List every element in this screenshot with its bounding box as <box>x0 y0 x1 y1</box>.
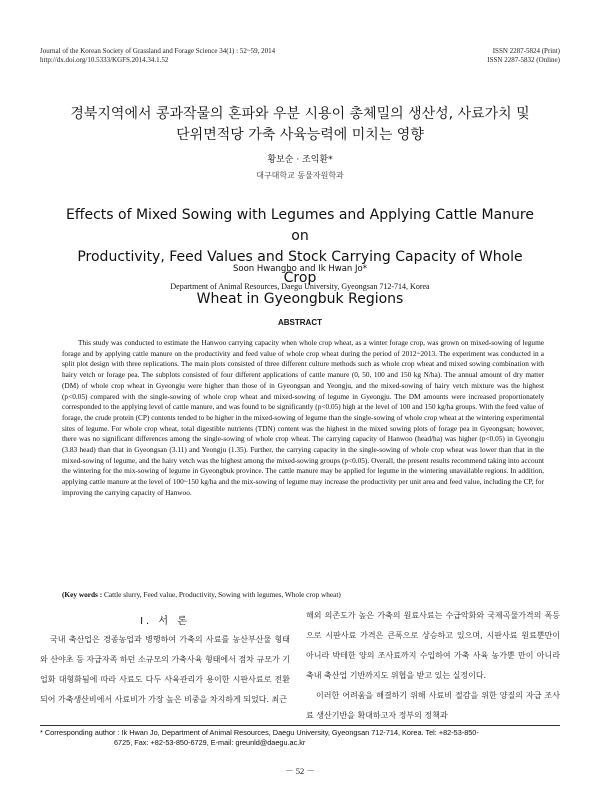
abstract-text: This study was conducted to estimate the Hanwoo carrying capacity when whole crop wheat, as a winter forage crop, was grown on mixed-sowing of legume forage and by applying cattle manure on the productivity and feed value of whole crop wheat during the period of 2012~2013. The experiment was conducted in a split plot design with three replications. The main plots consisted of three different culture methods such as whole crop wheat and mixed sowing combination with hairy vetch or forage pea. The subplots consisted of four different applications of cattle manure (0, 50, 100 and 150 kg N/ha). The annual amount of dry matter (DM) of whole crop wheat in Gyeongju were higher than those of in Gyeongsan and Yeongju, and the mixed-sowing of hairy vetch mixture was the highest (p<0.05) compared with the single-sowing of whole crop wheat and mixed-sowing of legume in Gyeongju. The DM amounts were increased proportionately corresponded to the applying level of cattle manure, and was found to be significantly (p<0.05) high at the level of 100 and 150 kg/ha groups. With the feed value of forage, the crude protein (CP) contents tended to be higher in the mixed-sowing of legume than the single-sowing of whole crop wheat at the wintering experimental sites of legume. For whole crop wheat, total digestible nutrients (TDN) content was the highest in the mixed sowing plots of forage pea in Gyeongsan; however, there was no significant differences among the single-sowing of whole crop wheat. The carrying capacity of Hanwoo (head/ha) was higher (p<0.05) in Gyeongju (3.83 head) than that in Gyeongsan (3.11) and Yeongju (1.35). Further, the carrying capacity in the single-sowing of whole crop wheat was lower than that in the mixed-sowing of legume, and the hairy vetch was the highest among the mixed-sowing groups (p<0.05). Overall, the present results recommend taking into account the wintering for the mix-sowing of legume in Gyeongbuk province. The cattle manure may be applied for legume in the wintering unavailable regions. In addition, applying cattle manure at the level of 100~150 kg/ha and the mix-sowing of legume may increase the productivity per unit area and feed value, including the CP, for improving the carrying capacity of Hanwoo. <box>62 338 544 497</box>
footnote-line: * Corresponding author : Ik Hwan Jo, Department of Animal Resources, Daegu University, Gyeongsan 712-714, Korea. Tel: +82-53-850- <box>40 728 479 737</box>
korean-title <box>40 104 560 146</box>
english-title <box>60 205 540 310</box>
page-number: － 52 － <box>285 766 315 776</box>
footnote-divider <box>40 725 560 726</box>
english-affiliation: Department of Animal Resources, Daegu University, Gyeongsan 712-714, Korea <box>170 282 430 291</box>
korean-authors: 황보순 · 조익환* <box>267 155 333 165</box>
footnote-line: 6725, Fax: +82-53-850-6729, E-mail: greunld@daegu.ac.kr <box>114 738 306 747</box>
journal-citation: Journal of the Korean Society of Grassland and Forage Science 34(1) : 52~59, 2014 <box>40 47 276 55</box>
english-authors: Soon Hwangbo and Ik Hwan Jo* <box>233 264 367 274</box>
korean-affiliation: 대구대학교 동물자원학과 <box>256 171 344 180</box>
english-title-line: Effects of Mixed Sowing with Legumes and Applying Cattle Manure on <box>66 207 534 244</box>
intro-right-paragraph-2: 이러한 어려움을 해결하기 위해 사료비 절감을 위한 양질의 자급 조사료 생산기반을 확대하고자 정부의 정책과 <box>306 691 560 720</box>
keywords-text: Cattle slurry, Feed value, Productivity, Sowing with legumes, Whole crop wheat) <box>103 590 341 599</box>
journal-header <box>40 47 275 65</box>
issn-print: ISSN 2287-5824 (Print) <box>492 47 560 55</box>
issn-block <box>487 47 560 65</box>
korean-title-line: 경북지역에서 콩과작물의 혼파와 우분 시용이 총체밀의 생산성, 사료가치 및 <box>70 106 530 122</box>
korean-title-line: 단위면적당 가축 사육능력에 미치는 영향 <box>176 127 424 143</box>
issn-online: ISSN 2287-5832 (Online) <box>487 56 560 64</box>
english-title-line: Productivity, Feed Values and Stock Carrying Capacity of Whole Crop <box>77 249 523 286</box>
intro-right-paragraph-1: 해외 의존도가 높은 가축의 원료사료는 수급악화와 국제곡물가격의 폭등으로 시판사료 가격은 큰폭으로 상승하고 있으며, 시판사료 원료뿐만이 아니라 박테한 양의 조사료까지 수입하여 가축 사육 농가뿐 만이 아니라 축내 축산업 기반까지도 위협을 받고 있는 실정이다. <box>306 611 560 680</box>
doi-link[interactable]: http://dx.doi.org/10.5333/KGFS.2014.34.1.52 <box>40 56 169 64</box>
keywords <box>62 590 544 600</box>
intro-left-paragraph: 국내 축산업은 경종농업과 병행하여 가축의 사료를 농산부산물 형태와 산야초 등 자급자족 하던 소규모의 가축사육 형태에서 점차 규모가 기업화 대형화됨에 따라 사료도 다두 사육관리가 용이한 시판사료로 전환되어 가축생산비에서 사료비가 가장 높은 비중을 차지하게 되었다. 최근 <box>40 635 290 704</box>
abstract-heading: ABSTRACT <box>278 318 322 327</box>
section-heading-introduction: I. 서 론 <box>140 616 190 627</box>
keywords-label: (Key words : <box>62 590 103 599</box>
corresponding-author-footnote <box>40 728 560 748</box>
english-title-line: Wheat in Gyeongbuk Regions <box>196 291 404 307</box>
